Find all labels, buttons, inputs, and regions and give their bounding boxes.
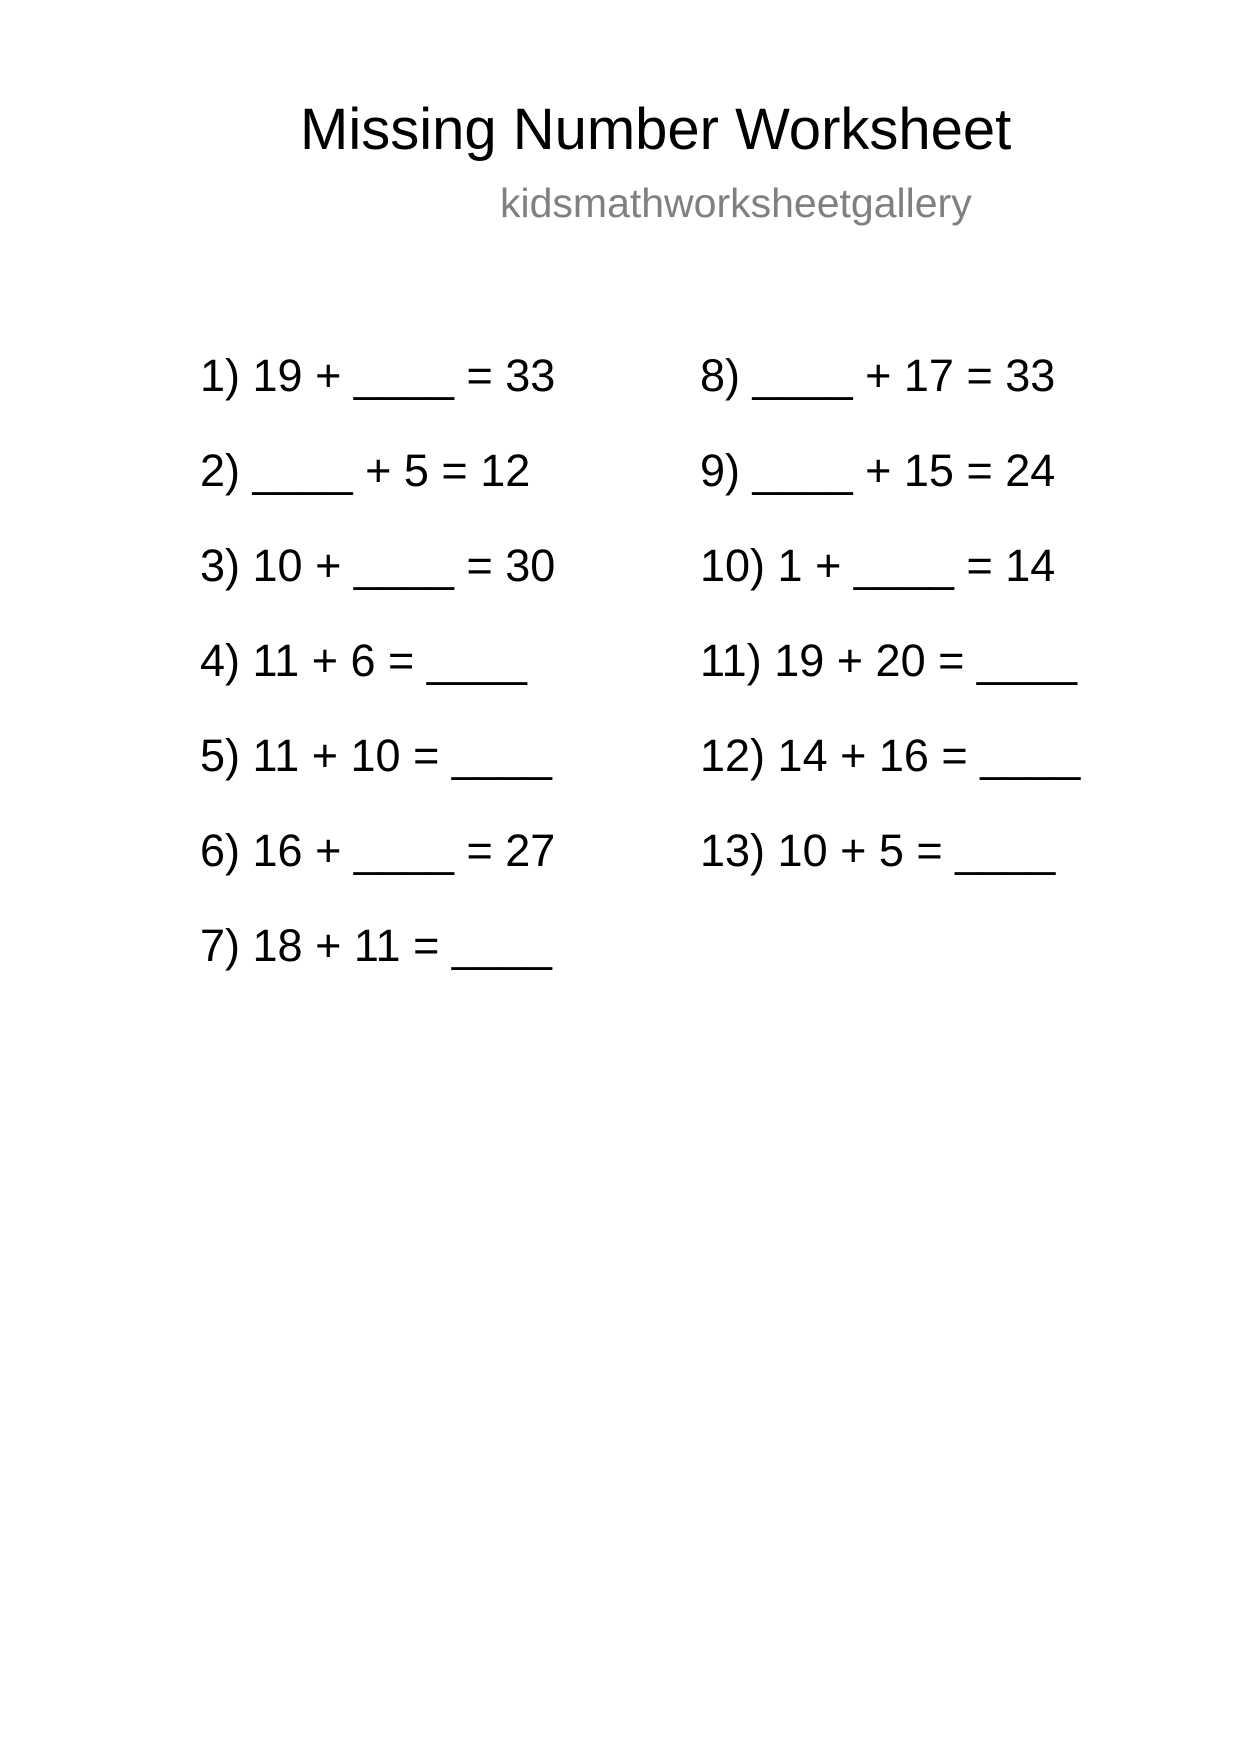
problem-11: 11) 19 + 20 = ____	[700, 635, 1077, 686]
problem-2: 2) ____ + 5 = 12	[200, 445, 531, 496]
problem-1: 1) 19 + ____ = 33	[200, 350, 556, 401]
problem-6: 6) 16 + ____ = 27	[200, 825, 556, 876]
problem-5: 5) 11 + 10 = ____	[200, 730, 552, 781]
problem-10: 10) 1 + ____ = 14	[700, 540, 1056, 591]
problems-right-column	[700, 350, 1080, 920]
problem-8: 8) ____ + 17 = 33	[700, 350, 1056, 401]
problem-12: 12) 14 + 16 = ____	[700, 730, 1081, 781]
problem-9: 9) ____ + 15 = 24	[700, 445, 1056, 496]
problem-4: 4) 11 + 6 = ____	[200, 635, 527, 686]
problem-3: 3) 10 + ____ = 30	[200, 540, 556, 591]
problems-left-column	[200, 350, 555, 1015]
page-title: Missing Number Worksheet	[300, 97, 1012, 162]
subtitle: kidsmathworksheetgallery	[500, 180, 972, 226]
problem-7: 7) 18 + 11 = ____	[200, 920, 552, 971]
problem-13: 13) 10 + 5 = ____	[700, 825, 1056, 876]
